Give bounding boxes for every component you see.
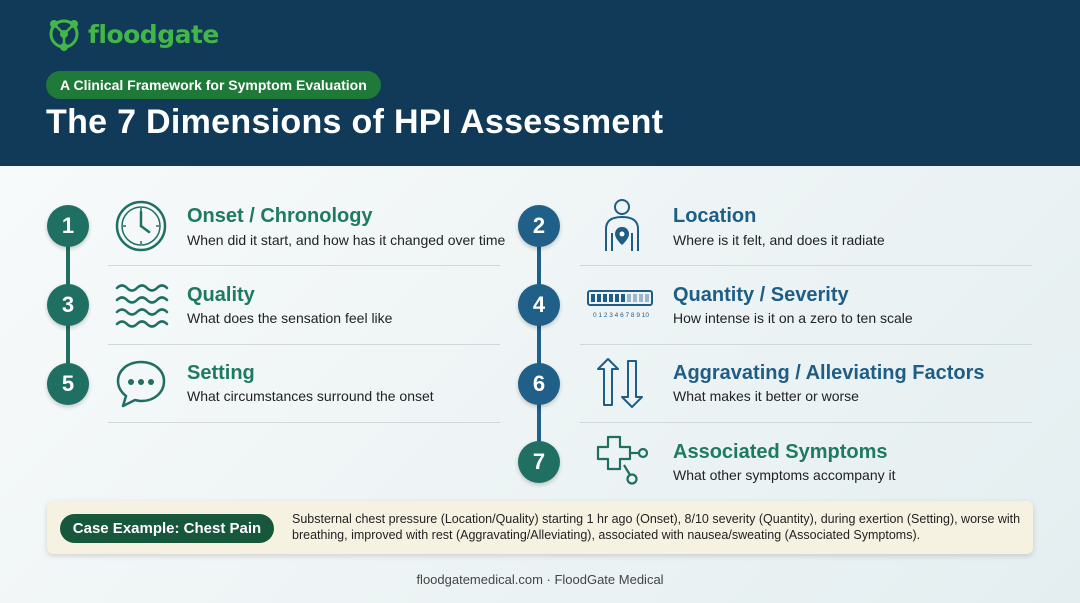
divider [580,344,1032,345]
clock-icon [113,198,169,254]
divider [108,422,500,423]
step-number-2: 2 [518,205,560,247]
case-example-label: Case Example: Chest Pain [60,514,274,543]
dimension-title: Quantity / Severity [673,284,849,306]
dimension-description: What other symptoms accompany it [673,467,896,483]
divider [580,422,1032,423]
case-example-box [47,501,1033,554]
dimension-title: Onset / Chronology [187,205,373,227]
severity-scale-label: 0 1 2 3 4 6 7 8 9 10 [592,312,650,319]
right-timeline-rail [537,240,541,460]
brand-logo [46,16,219,52]
header-banner [0,0,1080,166]
dimension-description: What does the sensation feel like [187,310,393,326]
severity-scale-icon [586,289,656,323]
step-number-5: 5 [47,363,89,405]
chat-bubble-icon [113,356,169,412]
step-number-4: 4 [518,284,560,326]
page-title: The 7 Dimensions of HPI Assessment [46,103,664,141]
dimension-description: What circumstances surround the onset [187,388,434,404]
dimension-title: Associated Symptoms [673,441,888,463]
step-number-3: 3 [47,284,89,326]
case-example-text: Substernal chest pressure (Location/Quality) starting 1 hr ago (Onset), 8/10 severity (Quantity), during exertion (Setting), worse with breathing, improved with rest (Aggravating/Alleviating), associated with nausea/sweating (Associated Symptoms). [292,512,1021,542]
dimension-title: Quality [187,284,255,306]
floodgate-logo-icon [46,16,82,52]
step-number-1: 1 [47,205,89,247]
body-location-icon [594,197,650,253]
dimension-description: Where is it felt, and does it radiate [673,232,885,248]
medical-cross-network-icon [594,433,650,489]
step-number-6: 6 [518,363,560,405]
up-down-arrows-icon [592,355,648,411]
step-number-7: 7 [518,441,560,483]
dimension-title: Aggravating / Alleviating Factors [673,362,985,384]
divider [580,265,1032,266]
divider [108,344,500,345]
brand-name: floodgate [88,19,219,49]
dimension-title: Location [673,205,757,227]
dimension-description: When did it start, and how has it changed over time [187,232,506,248]
tagline-badge: A Clinical Framework for Symptom Evaluation [46,71,381,99]
dimension-description: How intense is it on a zero to ten scale [673,310,913,326]
divider [108,265,500,266]
waves-icon [113,278,169,334]
dimension-title: Setting [187,362,255,384]
footer-text: floodgatemedical.com · FloodGate Medical [416,572,664,587]
dimension-description: What makes it better or worse [673,388,859,404]
